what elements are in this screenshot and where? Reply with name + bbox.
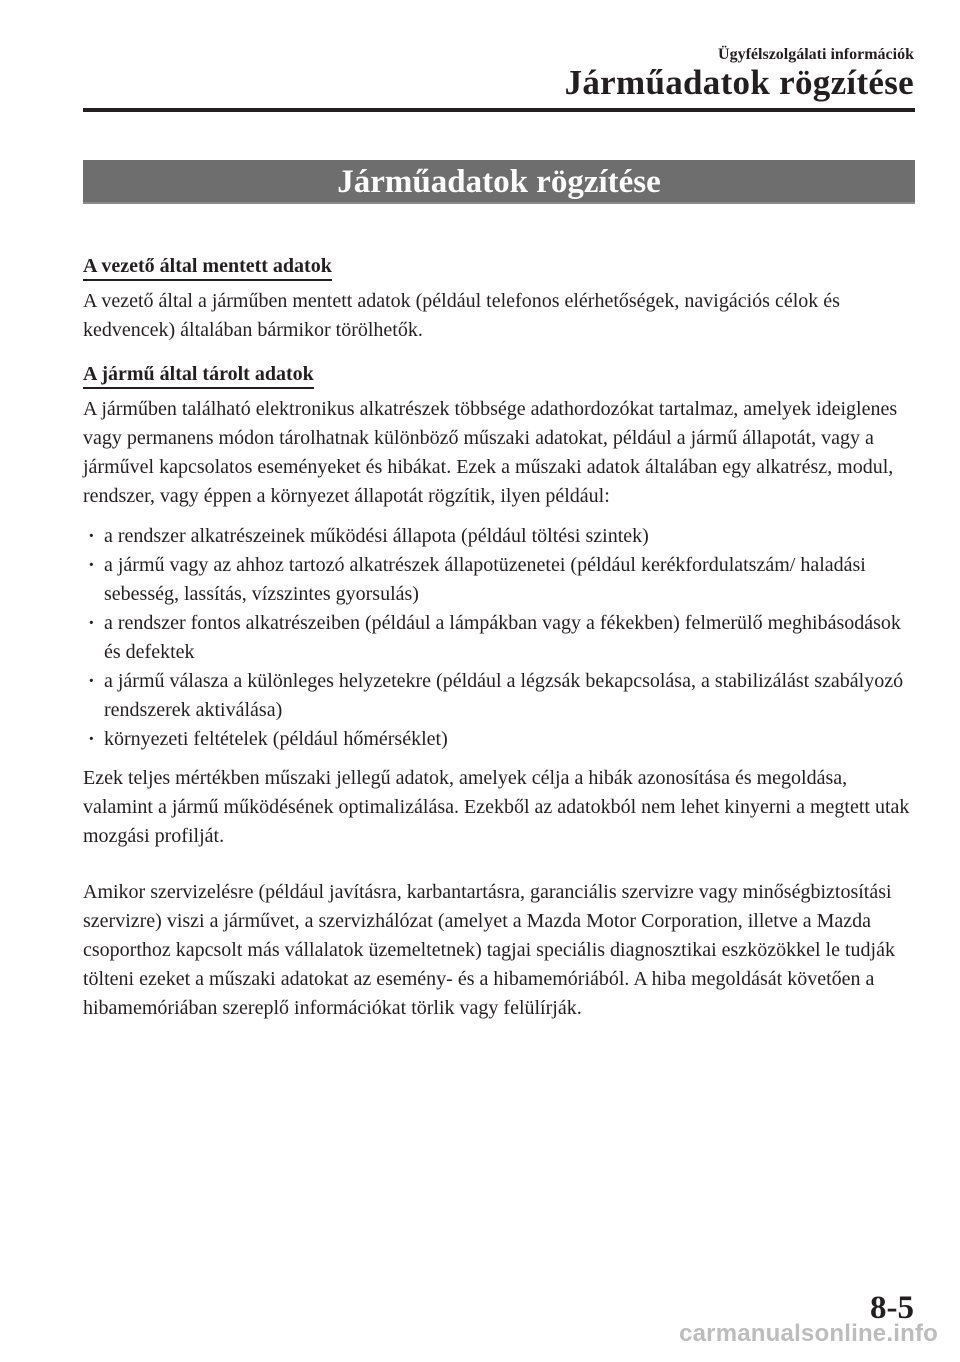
running-header-title: Járműadatok rögzítése xyxy=(564,63,914,102)
list-item: · a rendszer fontos alkatrészeiben (például a lámpákban vagy a fékekben) felmerülő meghibásodások és defektek xyxy=(83,609,918,667)
list-item: · a jármű válasza a különleges helyzetekre (például a légzsák bekapcsolása, a stabilizálást szabályozó rendszerek aktiválása) xyxy=(83,667,918,725)
page-content xyxy=(83,252,918,1023)
paragraph-vehicle-intro: A járműben található elektronikus alkatrészek többsége adathordozókat tartalmaz, amelyek ideiglenes vagy permanens módon tárolhatnak különböző műszaki adatokat, például a jármű állapotát, vagy a járművel kapcsolatos eseményeket és hibákat. Ezek a műszaki adatok általában egy alkatrész, modul, rendszer, vagy éppen a környezet állapotát rögzítik, ilyen például: xyxy=(83,398,898,507)
paragraph-service: Amikor szervizelésre (például javításra, karbantartásra, garanciális szervizre vagy minőségbiztosítási szervizre) viszi a járművet, a szervizhálózat (amelyet a Mazda Motor Corporation, illetve a Mazda csoporthoz kapcsolt más vállalatok üzemeltetnek) tagjai speciális diagnosztikai eszközökkel le tudják tölteni ezeket a műszaki adatokat az esemény- és a hibamemóriából. A hiba megoldását követően a hibamemóriában szereplő információkat törlik vagy felülírják. xyxy=(83,881,895,1019)
list-item: · a jármű vagy az ahhoz tartozó alkatrészek állapotüzenetei (például kerékfordulatszám/ haladási sebesség, lassítás, vízszintes gyorsulás) xyxy=(83,551,918,609)
site-watermark: carmanualsonline.info xyxy=(679,1320,938,1347)
heading-vehicle-data: A jármű által tárolt adatok xyxy=(83,361,314,389)
list-item: · a rendszer alkatrészeinek működési állapota (például töltési szintek) xyxy=(83,522,918,551)
banner-title: Járműadatok rögzítése xyxy=(337,163,661,200)
paragraph-driver-data: A vezető által a járműben mentett adatok (például telefonos elérhetőségek, navigációs célok és kedvencek) általában bármikor törölhetők. xyxy=(83,290,840,341)
paragraph-summary: Ezek teljes mértékben műszaki jellegű adatok, amelyek célja a hibák azonosítása és megoldása, valamint a jármű működésének optimalizálása. Ezekből az adatokból nem lehet kinyerni a megtett utak mozgási profilját. xyxy=(83,767,910,847)
heading-driver-data: A vezető által mentett adatok xyxy=(83,253,332,281)
header-divider xyxy=(83,108,915,112)
bullet-list xyxy=(83,522,918,754)
page-number: 8-5 xyxy=(870,1290,914,1326)
running-header-section: Ügyfélszolgálati információk xyxy=(718,46,914,63)
list-item: · környezeti feltételek (például hőmérséklet) xyxy=(83,725,918,754)
section-banner xyxy=(83,160,915,204)
